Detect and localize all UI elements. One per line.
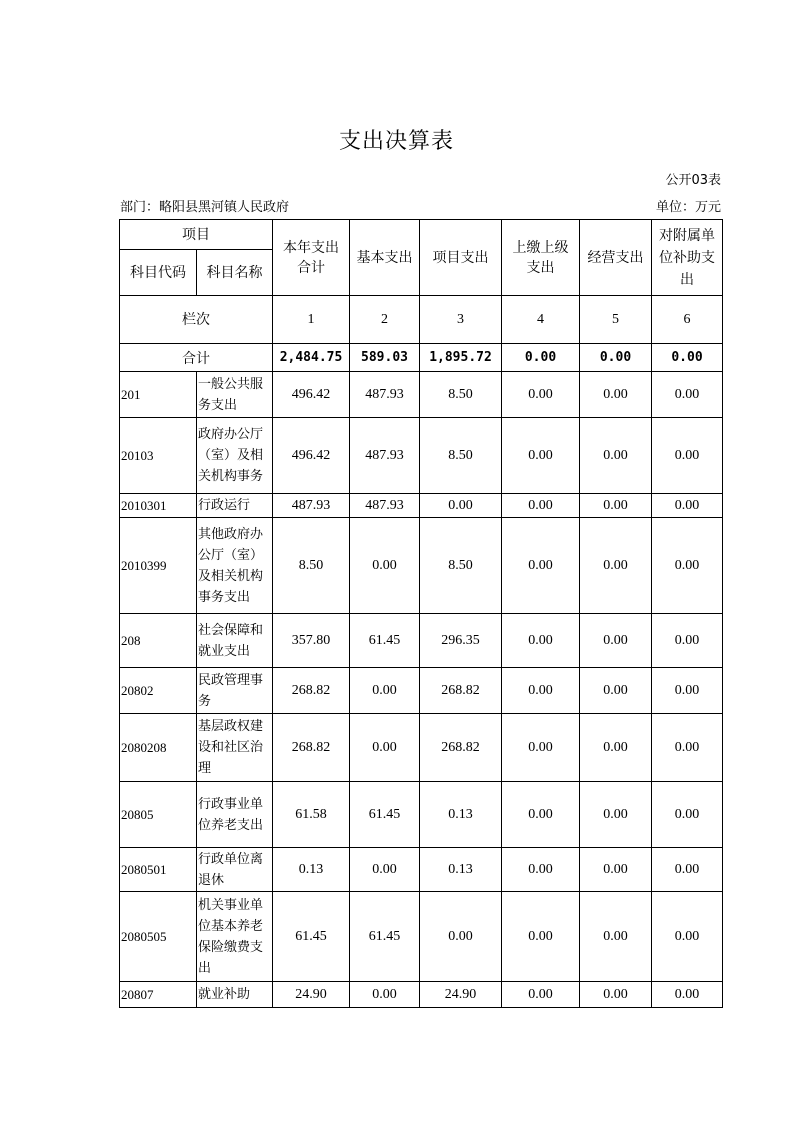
table-row bbox=[120, 892, 723, 982]
lanci-num: 4 bbox=[502, 296, 580, 344]
value-cell: 487.93 bbox=[350, 418, 420, 494]
subject-name: 一般公共服务支出 bbox=[197, 372, 273, 418]
subject-name: 行政单位离退休 bbox=[197, 848, 273, 892]
table-row bbox=[120, 614, 723, 668]
value-cell: 0.00 bbox=[580, 614, 652, 668]
value-cell: 0.00 bbox=[502, 892, 580, 982]
subject-code: 20103 bbox=[120, 418, 197, 494]
total-value: 0.00 bbox=[502, 344, 580, 372]
value-cell: 0.00 bbox=[580, 892, 652, 982]
value-cell: 357.80 bbox=[273, 614, 350, 668]
value-cell: 487.93 bbox=[273, 494, 350, 518]
value-cell: 487.93 bbox=[350, 372, 420, 418]
value-cell: 0.13 bbox=[420, 782, 502, 848]
header-col4 bbox=[502, 220, 580, 296]
value-cell: 268.82 bbox=[273, 668, 350, 714]
subject-code: 2010301 bbox=[120, 494, 197, 518]
subject-name: 行政事业单位养老支出 bbox=[197, 782, 273, 848]
value-cell: 0.00 bbox=[652, 714, 723, 782]
value-cell: 0.00 bbox=[502, 668, 580, 714]
table-row bbox=[120, 982, 723, 1008]
value-cell: 0.00 bbox=[502, 848, 580, 892]
value-cell: 496.42 bbox=[273, 372, 350, 418]
subject-name: 行政运行 bbox=[197, 494, 273, 518]
lanci-num: 2 bbox=[350, 296, 420, 344]
table-row bbox=[120, 848, 723, 892]
subject-name: 就业补助 bbox=[197, 982, 273, 1008]
value-cell: 487.93 bbox=[350, 494, 420, 518]
header-name: 科目名称 bbox=[197, 250, 273, 296]
subject-name: 政府办公厅（室）及相关机构事务 bbox=[197, 418, 273, 494]
value-cell: 0.00 bbox=[580, 668, 652, 714]
subject-code: 20802 bbox=[120, 668, 197, 714]
value-cell: 0.00 bbox=[580, 982, 652, 1008]
table-row bbox=[120, 372, 723, 418]
subject-code: 20805 bbox=[120, 782, 197, 848]
value-cell: 0.00 bbox=[502, 494, 580, 518]
value-cell: 61.58 bbox=[273, 782, 350, 848]
header-col6 bbox=[652, 220, 723, 296]
value-cell: 0.00 bbox=[502, 982, 580, 1008]
value-cell: 61.45 bbox=[350, 892, 420, 982]
value-cell: 0.00 bbox=[580, 418, 652, 494]
subject-code: 20807 bbox=[120, 982, 197, 1008]
subject-code: 2080208 bbox=[120, 714, 197, 782]
subject-code: 2080505 bbox=[120, 892, 197, 982]
lanci-num: 3 bbox=[420, 296, 502, 344]
value-cell: 8.50 bbox=[420, 518, 502, 614]
subject-code: 208 bbox=[120, 614, 197, 668]
header-col2: 基本支出 bbox=[350, 220, 420, 296]
value-cell: 0.00 bbox=[652, 372, 723, 418]
form-number: 公开03表 bbox=[665, 173, 721, 188]
total-value: 0.00 bbox=[580, 344, 652, 372]
value-cell: 0.00 bbox=[652, 668, 723, 714]
header-col6-text: 对附属单位补助支出 bbox=[659, 227, 715, 288]
total-value: 0.00 bbox=[652, 344, 723, 372]
lanci-label: 栏次 bbox=[120, 296, 273, 344]
total-value: 2,484.75 bbox=[273, 344, 350, 372]
value-cell: 0.00 bbox=[580, 714, 652, 782]
value-cell: 0.13 bbox=[420, 848, 502, 892]
lanci-num: 5 bbox=[580, 296, 652, 344]
value-cell: 0.00 bbox=[502, 782, 580, 848]
header-col3: 项目支出 bbox=[420, 220, 502, 296]
value-cell: 0.00 bbox=[350, 848, 420, 892]
page-title: 支出决算表 bbox=[338, 129, 454, 154]
value-cell: 268.82 bbox=[420, 668, 502, 714]
subject-name: 机关事业单位基本养老保险缴费支出 bbox=[197, 892, 273, 982]
header-col1-text: 本年支出合计 bbox=[283, 239, 339, 276]
value-cell: 0.00 bbox=[652, 848, 723, 892]
table-row bbox=[120, 418, 723, 494]
total-label: 合计 bbox=[120, 344, 273, 372]
value-cell: 0.13 bbox=[273, 848, 350, 892]
value-cell: 61.45 bbox=[273, 892, 350, 982]
value-cell: 0.00 bbox=[502, 614, 580, 668]
header-col4-text: 上缴上级支出 bbox=[512, 239, 569, 276]
value-cell: 0.00 bbox=[350, 518, 420, 614]
table-row bbox=[120, 782, 723, 848]
header-code: 科目代码 bbox=[120, 250, 197, 296]
expenditure-table bbox=[119, 219, 723, 1008]
value-cell: 24.90 bbox=[273, 982, 350, 1008]
value-cell: 268.82 bbox=[420, 714, 502, 782]
department-label: 部门：略阳县黑河镇人民政府 bbox=[120, 200, 290, 215]
value-cell: 496.42 bbox=[273, 418, 350, 494]
lanci-num: 1 bbox=[273, 296, 350, 344]
value-cell: 0.00 bbox=[350, 668, 420, 714]
value-cell: 0.00 bbox=[652, 518, 723, 614]
value-cell: 0.00 bbox=[420, 892, 502, 982]
value-cell: 0.00 bbox=[350, 714, 420, 782]
header-col5: 经营支出 bbox=[580, 220, 652, 296]
value-cell: 0.00 bbox=[580, 782, 652, 848]
value-cell: 0.00 bbox=[350, 982, 420, 1008]
value-cell: 296.35 bbox=[420, 614, 502, 668]
value-cell: 8.50 bbox=[420, 372, 502, 418]
value-cell: 0.00 bbox=[502, 372, 580, 418]
value-cell: 0.00 bbox=[580, 848, 652, 892]
subject-name: 基层政权建设和社区治理 bbox=[197, 714, 273, 782]
value-cell: 0.00 bbox=[580, 372, 652, 418]
value-cell: 0.00 bbox=[652, 418, 723, 494]
value-cell: 0.00 bbox=[652, 494, 723, 518]
subject-code: 2080501 bbox=[120, 848, 197, 892]
value-cell: 8.50 bbox=[273, 518, 350, 614]
value-cell: 0.00 bbox=[652, 782, 723, 848]
header-item: 项目 bbox=[120, 220, 273, 250]
value-cell: 0.00 bbox=[652, 892, 723, 982]
value-cell: 0.00 bbox=[420, 494, 502, 518]
total-value: 589.03 bbox=[350, 344, 420, 372]
value-cell: 0.00 bbox=[652, 982, 723, 1008]
value-cell: 268.82 bbox=[273, 714, 350, 782]
lanci-num: 6 bbox=[652, 296, 723, 344]
subject-name: 其他政府办公厅（室）及相关机构事务支出 bbox=[197, 518, 273, 614]
subject-code: 2010399 bbox=[120, 518, 197, 614]
value-cell: 0.00 bbox=[502, 418, 580, 494]
subject-name: 民政管理事务 bbox=[197, 668, 273, 714]
unit-label: 单位：万元 bbox=[655, 200, 721, 215]
value-cell: 24.90 bbox=[420, 982, 502, 1008]
value-cell: 61.45 bbox=[350, 614, 420, 668]
subject-code: 201 bbox=[120, 372, 197, 418]
value-cell: 61.45 bbox=[350, 782, 420, 848]
total-value: 1,895.72 bbox=[420, 344, 502, 372]
table-row bbox=[120, 668, 723, 714]
value-cell: 8.50 bbox=[420, 418, 502, 494]
value-cell: 0.00 bbox=[502, 518, 580, 614]
value-cell: 0.00 bbox=[580, 518, 652, 614]
value-cell: 0.00 bbox=[652, 614, 723, 668]
value-cell: 0.00 bbox=[502, 714, 580, 782]
table-row bbox=[120, 518, 723, 614]
table-row bbox=[120, 714, 723, 782]
value-cell: 0.00 bbox=[580, 494, 652, 518]
table-row bbox=[120, 494, 723, 518]
header-col1 bbox=[273, 220, 350, 296]
subject-name: 社会保障和就业支出 bbox=[197, 614, 273, 668]
